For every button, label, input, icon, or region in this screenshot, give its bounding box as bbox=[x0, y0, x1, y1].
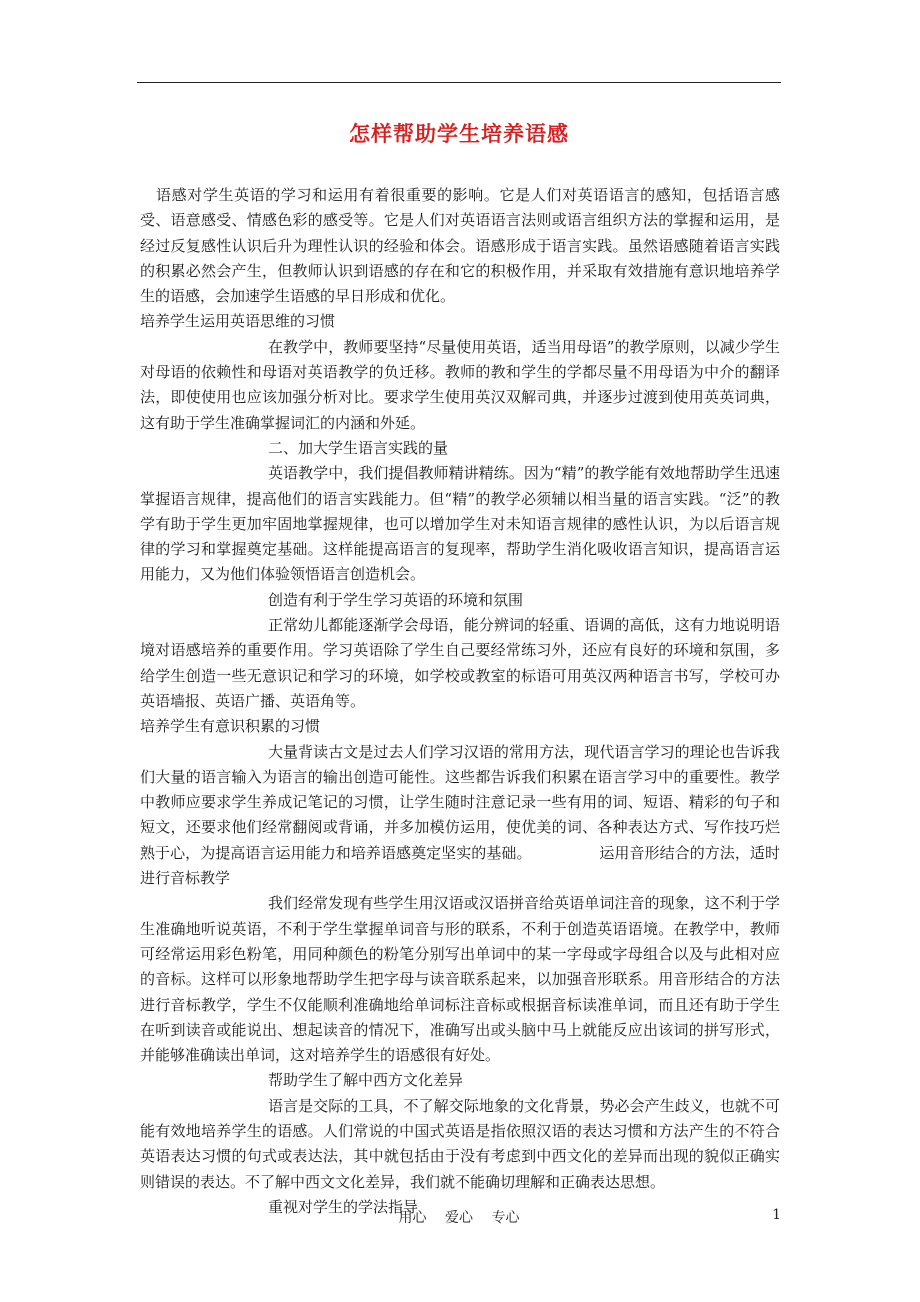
section-heading: 创造有利于学生学习英语的环境和氛围 bbox=[268, 590, 524, 609]
section-heading: 帮助学生了解中西方文化差异 bbox=[268, 1071, 464, 1090]
document-body bbox=[140, 183, 780, 1220]
paragraph-intro: 语感对学生英语的学习和运用有着很重要的影响。它是人们对英语语言的感知，包括语言感受、语意感受、情感色彩的感受等。它是人们对英语语言法则或语言组织方法的掌握和运用，是经过反复感性认识后升为理性认识的经验和体会。语感形成于语言实践。虽然语感随着语言实践的积累必然会产生，但教师认识到语感的存在和它的积极作用，并采取有效措施有意识地培养学生的语感，会加速学生语感的早日形成和优化。 bbox=[140, 186, 780, 306]
document-title: 怎样帮助学生培养语感 bbox=[349, 121, 569, 146]
section-heading: 重视对学生的学法指导 bbox=[268, 1197, 419, 1216]
page-footer bbox=[137, 1207, 781, 1231]
header-rule bbox=[137, 82, 781, 83]
paragraph: 在教学中，教师要坚持“尽量使用英语，适当用母语”的教学原则，以减少学生对母语的依赖性和母语对英语教学的负迁移。教师的教和学生的学都尽量不用母语为中介的翻译法，即使使用也应该加强分析对比。要求学生使用英汉双解司典，并逐步过渡到使用英英词典，这有助于学生准确掌握词汇的内涵和外延。 bbox=[140, 337, 780, 432]
footer-motto: 用心 爱心 专心 bbox=[398, 1210, 520, 1226]
section-heading: 二、加大学生语言实践的量 bbox=[268, 438, 449, 457]
paragraph: 语言是交际的工具，不了解交际地象的文化背景，势必会产生歧义，也就不可能有效地培养学生的语感。人们常说的中国式英语是指依照汉语的表达习惯和方法产生的不符合英语表达习惯的句式或表达法，其中就包括由于没有考虑到中西文化的差异而出现的貌似正确实则错误的表达。不了解中西文文化差异，我们就不能确切理解和正确表达思想。 bbox=[140, 1096, 780, 1191]
paragraph: 正常幼儿都能逐渐学会母语，能分辨词的轻重、语调的高低，这有力地说明语境对语感培养的重要作用。学习英语除了学生自己要经常练习外，还应有良好的环境和氛围，多给学生创造一些无意识记和学习的环境，如学校或教室的标语可用英汉两种语言书写，学校可办英语墙报、英语广播、英语角等。 bbox=[140, 616, 780, 710]
section-heading: 培养学生运用英语思维的习惯 bbox=[140, 312, 336, 331]
paragraph: 我们经常发现有些学生用汉语或汉语拼音给英语单词注音的现象，这不利于学生准确地听说英语，不利于学生掌握单词音与形的联系，不利于创造英语语境。在教学中，教师可经常运用彩色粉笔，用同种颜色的粉笔分别写出单词中的某一字母或字母组合以及与此相对应的音标。这样可以形象地帮助学生把字母与读音联系起来，以加强音形联系。用音形结合的方法进行音标教学，学生不仅能顺利准确地给单词标注音标或根据音标读准单词，而且还有助于学生在听到读音或能说出、想起读音的情况下，准确写出或头脑中马上就能反应出该词的拼写形式，并能够准确读出单词，这对培养学生的语感很有好处。 bbox=[140, 894, 780, 1065]
paragraph: 大量背读古文是过去人们学习汉语的常用方法，现代语言学习的理论也告诉我们大量的语言输入为语言的输出创造可能性。这些都告诉我们积累在语言学习中的重要性。教学中教师应要求学生养成记笔记的习惯，让学生随时注意记录一些有用的词、短语、精彩的句子和短文，还要求他们经常翻阅或背诵，并多加模仿运用，使优美的词、各种表达方式、写作技巧烂熟于心，为提高语言运用能力和培养语感奠定坚实的基础。 运用音形结合的方法，适时进行音标教学 bbox=[140, 742, 780, 888]
paragraph: 英语教学中，我们提倡教师精讲精练。因为“精”的教学能有效地帮助学生迅速掌握语言规律，提高他们的语言实践能力。但“精”的教学必须辅以相当量的语言实践。“泛”的教学有助于学生更加牢固地掌握规律，也可以增加学生对未知语言规律的感性认识，为以后语言规律的学习和掌握奠定基础。这样能提高语言的复现率，帮助学生消化吸收语言知识，提高语言运用能力，又为他们体验领悟语言创造机会。 bbox=[140, 464, 780, 584]
page-number: 1 bbox=[772, 1207, 781, 1223]
section-heading: 培养学生有意识积累的习惯 bbox=[140, 717, 321, 736]
